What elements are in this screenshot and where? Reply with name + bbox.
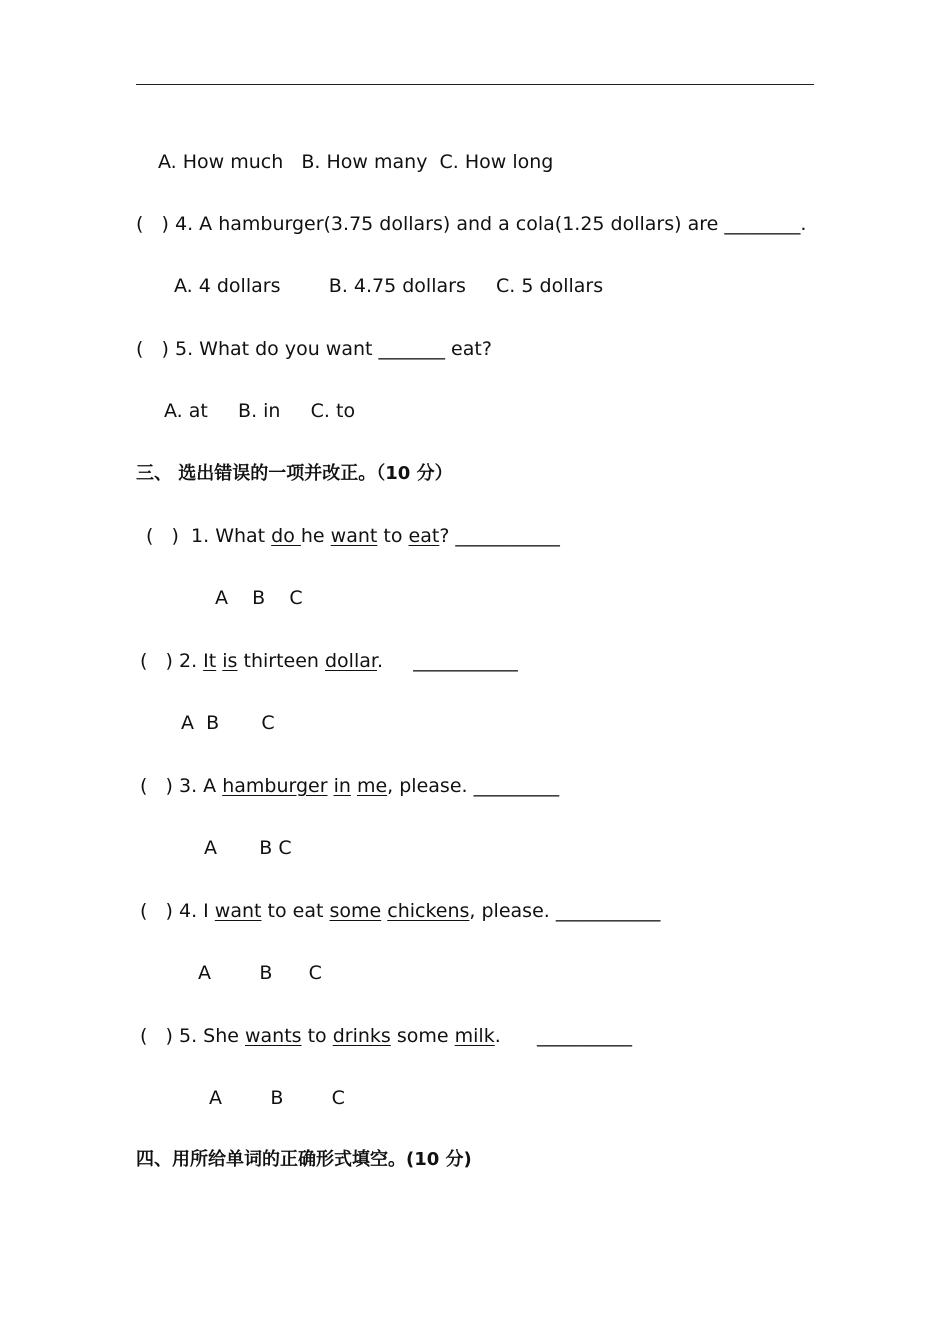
answer-blank: . ___________ <box>376 650 518 672</box>
item-text: ( ) 4. I <box>140 900 215 922</box>
underlined-part-c: milk <box>454 1025 495 1047</box>
item-text: some <box>390 1025 455 1047</box>
item-text: thirteen <box>237 650 325 672</box>
error-item-3-letters: A B C <box>204 837 292 859</box>
item-text: ( ) 5. She <box>140 1025 245 1047</box>
underlined-part-c: eat <box>408 525 440 547</box>
header-rule <box>136 84 814 85</box>
underlined-part-a: wants <box>244 1025 302 1047</box>
item-text: to <box>377 525 409 547</box>
answer-blank: . __________ <box>494 1025 632 1047</box>
section3-title: 三、 选出错误的一项并改正。（10 分） <box>136 463 453 484</box>
error-item-4-letters: A B C <box>198 962 322 984</box>
error-item-2-letters: A B C <box>181 712 275 734</box>
error-item-1-letters: A B C <box>215 587 303 609</box>
error-item-5 <box>140 1024 632 1048</box>
answer-blank: , please. ___________ <box>469 900 661 922</box>
answer-blank: ? ___________ <box>439 525 560 547</box>
item-text: to eat <box>261 900 330 922</box>
underlined-part-c: me <box>356 775 388 797</box>
underlined-part-b: some <box>329 900 382 922</box>
underlined-part-c: chickens <box>387 900 470 922</box>
error-item-5-letters: A B C <box>209 1087 345 1109</box>
section4-title: 四、用所给单词的正确形式填空。(10 分) <box>136 1149 472 1170</box>
underlined-part-b: drinks <box>332 1025 391 1047</box>
underlined-part-b: in <box>333 775 351 797</box>
underlined-part-c: dollar <box>325 650 377 672</box>
underlined-part-a: do <box>271 525 301 547</box>
underlined-part-b: want <box>330 525 378 547</box>
q5-stem: ( ) 5. What do you want _______ eat? <box>136 338 492 360</box>
q4-stem: ( ) 4. A hamburger(3.75 dollars) and a cola(1.25 dollars) are ________. <box>136 213 807 235</box>
item-text: to <box>301 1025 333 1047</box>
underlined-part-a: It <box>203 650 217 672</box>
underlined-part-a: want <box>214 900 262 922</box>
item-text: ( ) 3. A <box>140 775 223 797</box>
error-item-4 <box>140 899 660 923</box>
error-item-3 <box>140 774 559 798</box>
item-text: ( ) 1. What <box>146 525 272 547</box>
error-item-2 <box>140 649 518 673</box>
underlined-part-b: is <box>222 650 238 672</box>
answer-blank: , please. _________ <box>387 775 560 797</box>
q5-options: A. at B. in C. to <box>164 400 356 422</box>
q4-options: A. 4 dollars B. 4.75 dollars C. 5 dollars <box>174 275 604 297</box>
error-item-1 <box>146 524 560 548</box>
underlined-part-a: hamburger <box>222 775 328 797</box>
item-text: ( ) 2. <box>140 650 204 672</box>
q3-options: A. How much B. How many C. How long <box>158 151 554 173</box>
item-text: he <box>300 525 331 547</box>
